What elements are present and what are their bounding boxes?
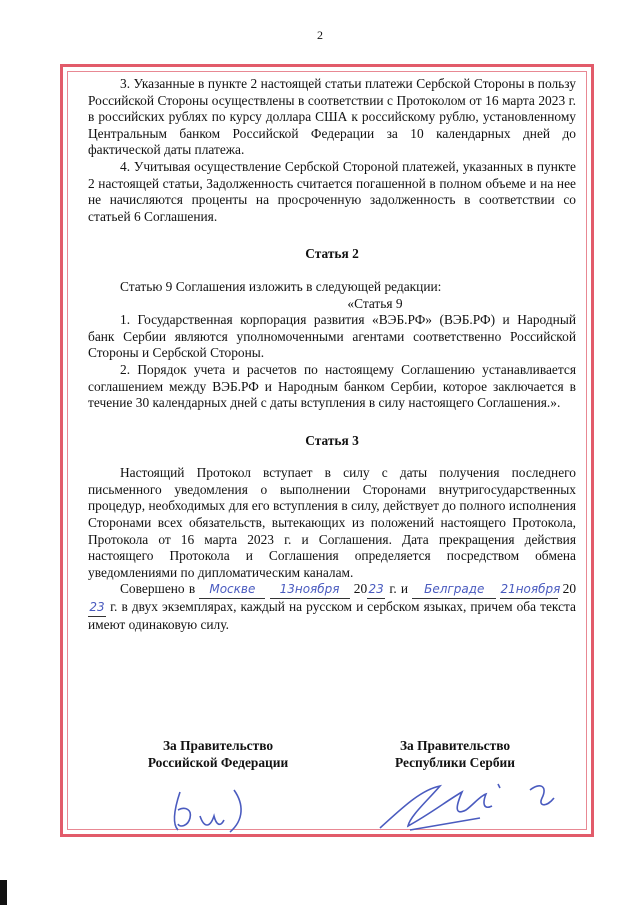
signature-label-left-1: За Правительство	[162, 738, 274, 753]
signing-year-1: 23	[367, 581, 385, 599]
handwritten-signature-serbia	[370, 770, 570, 840]
signature-block-russia	[108, 738, 328, 771]
scan-edge-mark	[0, 880, 7, 905]
signing-date-1: 13ноября	[270, 581, 350, 599]
article-2-heading: Статья 2	[305, 246, 359, 262]
article-9-item-2: 2. Порядок учета и расчетов по настоящему Соглашению устанавливается соглашением между ВЭБ.РФ и Народным банком Сербии, которое заключается в течение 30 календарных дней с даты вступления в силу настоящего Соглашения.».	[88, 361, 576, 411]
article-2-intro: Статью 9 Соглашения изложить в следующей редакции:	[120, 278, 442, 294]
signing-place-2: Белграде	[412, 581, 496, 599]
signing-year-2: 23	[88, 599, 106, 617]
paragraph-4: 4. Учитывая осуществление Сербской Стороной платежей, указанных в пункте 2 настоящей статьи, Задолженность считается погашенной в полном объеме и на нее не начисляются проценты на просроченную задолженность в соответствии со статьей 6 Соглашения.	[88, 158, 576, 224]
signature-label-right-2: Республики Сербии	[394, 754, 515, 770]
signing-closing: г. в двух экземплярах, каждый на русском и сербском языках, причем оба текста имеют одинаковую силу.	[88, 599, 576, 632]
year-suffix-1: г. и	[389, 581, 409, 597]
paragraph-3: 3. Указанные в пункте 2 настоящей статьи платежи Сербской Стороны в пользу Российской Стороны осуществлены в соответствии с Протоколом от 16 марта 2023 г. в российских рублях по курсу доллара США к российскому рублю, установленному Центральным банком Российской Федерации за 10 календарных дней до фактической даты платежа.	[88, 76, 576, 158]
year-prefix-2: 20	[562, 581, 577, 597]
page-number: 2	[317, 28, 323, 42]
article-9-item-1: 1. Государственная корпорация развития «ВЭБ.РФ» (ВЭБ.РФ) и Народный банк Сербии являются уполномоченными агентами соответственно Российской Стороны и Сербской Стороны.	[88, 312, 576, 361]
signing-date-2: 21ноября	[500, 581, 558, 599]
handwritten-signature-russia	[160, 780, 270, 840]
document-body	[88, 76, 576, 633]
signing-prefix: Совершено в	[120, 581, 196, 597]
signing-statement	[88, 581, 576, 633]
signature-label-right-1: За Правительство	[399, 738, 511, 753]
article-3-text: Настоящий Протокол вступает в силу с даты получения последнего письменного уведомления о выполнении Сторонами внутригосударственных процедур, необходимых для его вступления в силу, действует до полного исполнения Сторонами всех обязательств, вытекающих из положений настоящего Протокола, Протокола от 16 марта 2023 г. и Соглашения. Дата прекращения действия настоящего Протокола и Соглашения определяется посредством обмена уведомлениями по дипломатическим каналам.	[88, 465, 576, 580]
article-9-quote-title: «Статья 9	[347, 295, 403, 311]
signature-block-serbia	[345, 738, 565, 771]
year-prefix-1: 20	[353, 581, 368, 597]
signature-label-left-2: Российской Федерации	[147, 754, 289, 770]
article-3-heading: Статья 3	[305, 432, 359, 448]
signing-place-1: Москве	[199, 581, 265, 599]
